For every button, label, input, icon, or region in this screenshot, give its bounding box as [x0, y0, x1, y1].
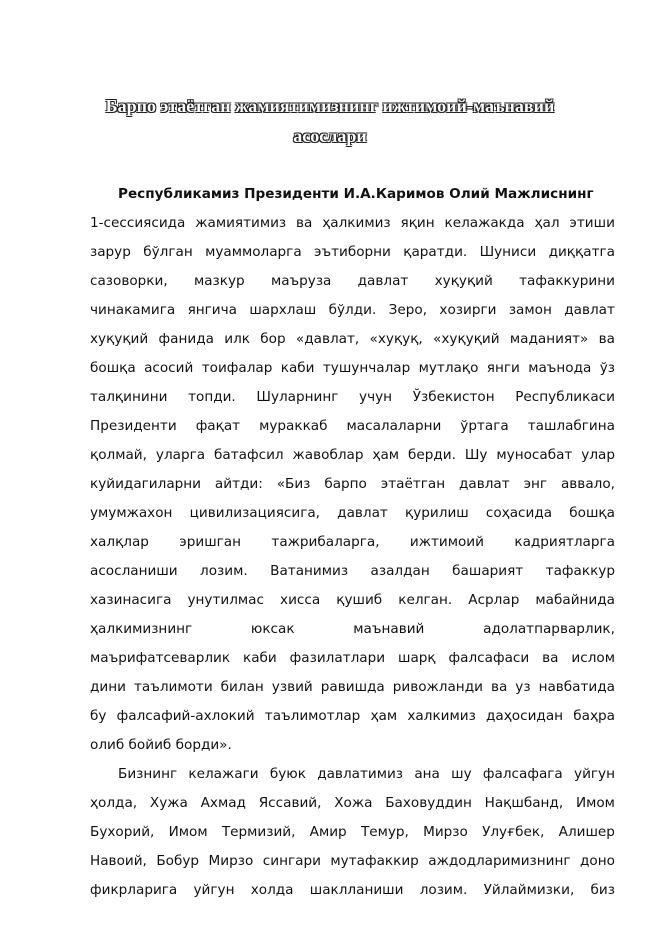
word: бўлган [143, 244, 193, 260]
word: унутилмас [187, 592, 264, 608]
word: адолатпарварлик, [483, 621, 615, 637]
word: тушунчалар [322, 360, 411, 376]
word: лозим. [419, 882, 468, 898]
word: фалсафий-ахлокий [116, 708, 255, 724]
word: ислом [571, 650, 615, 666]
word: ҳал [534, 215, 560, 231]
word: Асрлар [468, 592, 520, 608]
word: уйгун [574, 766, 615, 782]
word: «Биз [276, 476, 311, 492]
paragraph-line [90, 211, 615, 235]
word: ўртага [460, 418, 509, 434]
word: азалдан [370, 563, 430, 579]
word: ҳалкимизнинг [90, 621, 193, 637]
word: Ватанимиз [270, 563, 349, 579]
word: биз [590, 882, 615, 898]
word: қушиб [336, 592, 383, 608]
word: билан [220, 679, 264, 695]
word: давлат [357, 273, 409, 289]
word: фақат [195, 418, 241, 434]
word: Хожа [334, 795, 373, 811]
word: Шуниси [479, 244, 537, 260]
word: мабайнида [535, 592, 615, 608]
word: давлат [337, 505, 388, 521]
word: доно [580, 853, 615, 869]
word: Бизнинг [118, 766, 178, 782]
word: тафаккур [545, 563, 615, 579]
word: «хуқуқ, [369, 331, 423, 347]
word: эришган [179, 534, 242, 550]
word: маърифатсеварлик [90, 650, 231, 666]
word: лозим. [200, 563, 248, 579]
word: сазоворки, [90, 273, 168, 289]
word: мутлақо [418, 360, 479, 376]
word: Термизий, [221, 824, 296, 840]
word: ҳолда, [90, 795, 138, 811]
word: уз [515, 679, 531, 695]
word: мазкур [193, 273, 245, 289]
word: муносабат [496, 447, 573, 463]
word: давлатимиз [317, 766, 404, 782]
word: этиши [569, 215, 615, 231]
paragraph-line [90, 878, 615, 902]
word: Ўзбекистон [412, 389, 495, 405]
paragraph-line: Республикамиз Президенти И.А.Каримов Олий Мажлиснинг [118, 186, 594, 202]
word: Бобур [156, 853, 200, 869]
paragraph-line [90, 385, 615, 409]
word: фанида [158, 331, 214, 347]
word: Республикаси [515, 389, 615, 405]
word: Шуларнинг [256, 389, 339, 405]
word: бор [260, 331, 286, 347]
word: Зеро, [388, 302, 428, 318]
word: маданият» [509, 331, 589, 347]
paragraph-line [90, 240, 615, 264]
word: юксак [250, 621, 295, 637]
paragraph-line [90, 559, 615, 583]
word: «хуқуқий [433, 331, 500, 347]
word: навбатида [538, 679, 615, 695]
word: равишда [320, 679, 385, 695]
word: Яссавий, [258, 795, 322, 811]
word: улар [581, 447, 615, 463]
paragraph-line [90, 530, 615, 554]
word: эътиборни [314, 244, 391, 260]
word: хозирги [439, 302, 497, 318]
word: хуқуқий [434, 273, 493, 289]
word: Навоий, [90, 853, 147, 869]
word: мураккаб [259, 418, 328, 434]
word: келган. [398, 592, 453, 608]
word: Мирзо [423, 824, 468, 840]
word: топди. [188, 389, 236, 405]
word: шу [451, 766, 472, 782]
word: жамиятимиз [195, 215, 287, 231]
word: ижтимоий [409, 534, 484, 550]
word: Баховуддин [385, 795, 472, 811]
word: Хужа [149, 795, 188, 811]
paragraph-line [90, 472, 615, 496]
word: хазинасига [90, 592, 172, 608]
word: асосланиши [90, 563, 178, 579]
word: айтди: [214, 476, 263, 492]
word: тафаккурини [519, 273, 615, 289]
word: ҳалкимиз [322, 215, 391, 231]
word: баҳра [573, 708, 615, 724]
paragraph-line [90, 501, 615, 525]
word: ташлабгина [527, 418, 615, 434]
word: маънавий [353, 621, 425, 637]
word: давлат [459, 476, 510, 492]
word: цивилизациясига, [189, 505, 320, 521]
word: шаклланиши [309, 882, 404, 898]
paragraph-line [90, 820, 615, 844]
paragraph-line [90, 298, 615, 322]
paragraph-line [90, 617, 615, 641]
word: бу [90, 708, 107, 724]
word: каби [280, 360, 315, 376]
word: Ахмад [200, 795, 246, 811]
word: фалсафага [482, 766, 563, 782]
word: қурилиш [405, 505, 469, 521]
paragraph-line [90, 849, 615, 873]
word: дини [90, 679, 126, 695]
word: янги [486, 360, 520, 376]
word: чинакамига [90, 302, 176, 318]
word: аждодларимизнинг [428, 853, 571, 869]
word: даҳосидан [486, 708, 564, 724]
word: узвий [271, 679, 313, 695]
word: фалсафаси [448, 650, 530, 666]
word: энг [523, 476, 548, 492]
word: уйгун [193, 882, 235, 898]
word: муаммоларга [205, 244, 302, 260]
word: Имом [575, 795, 615, 811]
word: ўз [599, 360, 615, 376]
document-title-line-2: асослари [293, 126, 367, 146]
word: маънода [528, 360, 592, 376]
word: тажрибаларга, [271, 534, 380, 550]
word: берди. [408, 447, 456, 463]
paragraph-line [90, 646, 615, 670]
word: келажаги [188, 766, 259, 782]
word: ва [598, 331, 615, 347]
word: фикрларига [90, 882, 178, 898]
word: Алишер [558, 824, 615, 840]
word: талқинини [90, 389, 168, 405]
word: Мирзо [208, 853, 254, 869]
word: ҳам [372, 447, 400, 463]
word: батафсил [214, 447, 284, 463]
word: илк [224, 331, 250, 347]
word: сингари [262, 853, 321, 869]
word: Амир [309, 824, 347, 840]
word: фазилатлари [289, 650, 386, 666]
word: башарият [452, 563, 524, 579]
word: соҳасида [485, 505, 553, 521]
word: яқин [400, 215, 435, 231]
word: таълимоти [133, 679, 213, 695]
paragraph-line [90, 588, 615, 612]
word: этаётган [380, 476, 446, 492]
paragraph-line [118, 762, 615, 786]
word: ҳам [370, 708, 398, 724]
word: давлат [564, 302, 615, 318]
word: қолмай, [90, 447, 147, 463]
word: аввало, [560, 476, 615, 492]
paragraph-line: олиб бойиб борди». [90, 737, 232, 753]
word: масалаларни [346, 418, 442, 434]
word: бўлди. [328, 302, 377, 318]
document-title-line-1: Барпо этаётган жамиятимизнинг ижтимоий-маънавий [105, 96, 555, 116]
word: тоифалар [201, 360, 273, 376]
word: келажакда [444, 215, 525, 231]
word: Темур, [360, 824, 409, 840]
word: холда [250, 882, 294, 898]
word: маъруза [270, 273, 332, 289]
word: хисса [280, 592, 321, 608]
word: Президенти [90, 418, 177, 434]
word: шархлаш [249, 302, 317, 318]
word: халқлар [90, 534, 149, 550]
word: уларга [155, 447, 206, 463]
word: Имом [168, 824, 208, 840]
word: диққатга [548, 244, 615, 260]
word: ва [542, 650, 559, 666]
word: ва [296, 215, 313, 231]
word: Бухорий, [90, 824, 155, 840]
paragraph-line [90, 791, 615, 815]
word: 1-сессиясида [90, 215, 186, 231]
word: Шу [464, 447, 488, 463]
paragraph-line [90, 704, 615, 728]
paragraph-line [90, 269, 615, 293]
paragraph-line [90, 356, 615, 380]
paragraph-line [90, 675, 615, 699]
word: зарур [90, 244, 131, 260]
word: буюк [269, 766, 306, 782]
word: ривожланди [392, 679, 483, 695]
word: каби [242, 650, 277, 666]
word: хуқуқий [90, 331, 149, 347]
word: шарқ [398, 650, 436, 666]
word: ва [490, 679, 508, 695]
word: таълимотлар [264, 708, 361, 724]
word: асосий [144, 360, 194, 376]
word: Улуғбек, [482, 824, 545, 840]
word: куйидагиларни [90, 476, 202, 492]
word: бошқа [569, 505, 615, 521]
word: жавоблар [292, 447, 364, 463]
word: учун [359, 389, 393, 405]
paragraph-line [90, 443, 615, 467]
word: халкимиз [407, 708, 476, 724]
word: умумжахон [90, 505, 173, 521]
word: барпо [324, 476, 367, 492]
word: кадриятларга [514, 534, 615, 550]
word: замон [508, 302, 552, 318]
paragraph-line [90, 414, 615, 438]
paragraph-line [90, 327, 615, 351]
word: мутафаккир [330, 853, 419, 869]
word: янгича [187, 302, 237, 318]
word: қаратди. [403, 244, 468, 260]
word: Уйлаймизки, [483, 882, 575, 898]
word: «давлат, [295, 331, 360, 347]
word: Нақшбанд, [484, 795, 564, 811]
word: бошқа [90, 360, 136, 376]
word: ана [414, 766, 440, 782]
